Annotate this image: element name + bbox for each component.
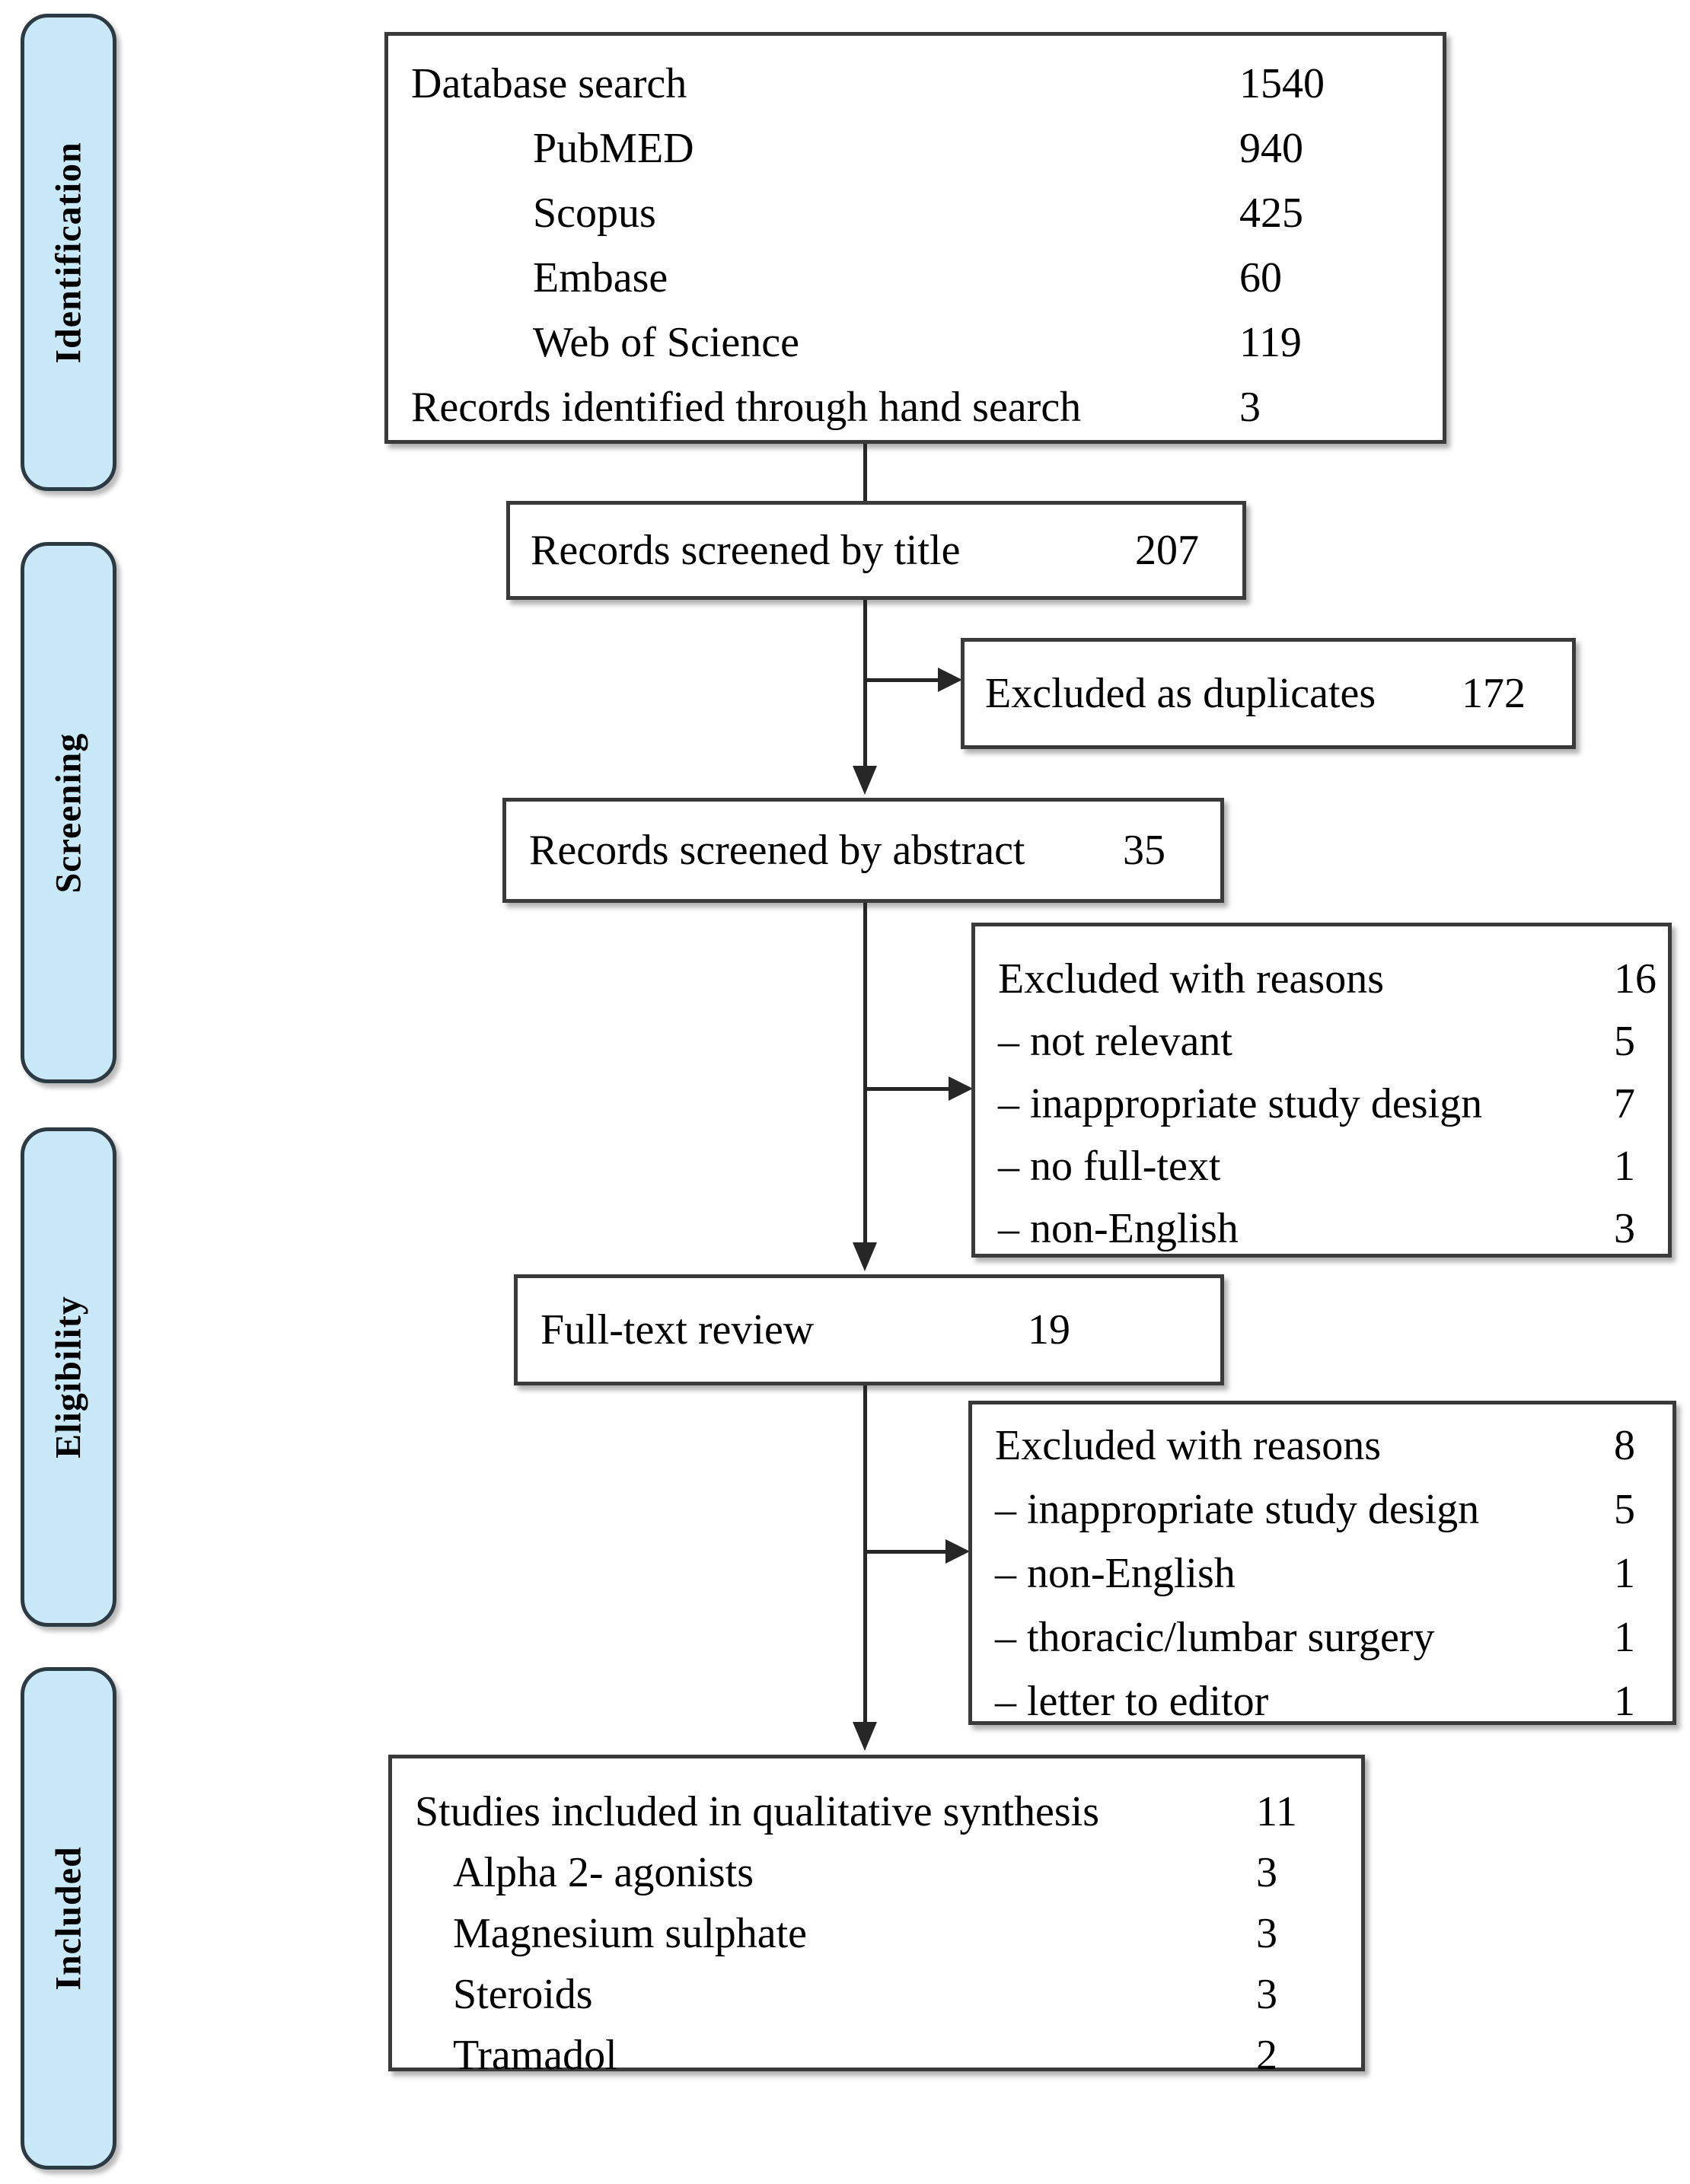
- row-value: 3: [1256, 1849, 1277, 1896]
- row-label: – not relevant: [998, 1018, 1232, 1065]
- box-excluded-with-reasons-fulltext: [968, 1401, 1676, 1725]
- branch-line-excluded-fulltext: [863, 1550, 945, 1554]
- arrowhead-right-duplicates-icon: [938, 668, 962, 692]
- stage-label-screening: Screening: [48, 732, 89, 893]
- connector-fulltext-to-included: [863, 1385, 867, 1723]
- flow-row: [392, 1781, 1361, 1842]
- row-label: Records screened by abstract: [529, 827, 1025, 874]
- box-full-text-review: [514, 1274, 1224, 1385]
- row-value: 172: [1462, 670, 1526, 717]
- row-label: Excluded as duplicates: [985, 670, 1376, 717]
- row-label: Studies included in qualitative synthesis: [415, 1788, 1100, 1835]
- flow-row: [975, 1135, 1668, 1197]
- row-value: 2: [1256, 2032, 1277, 2079]
- flow-row: [388, 375, 1443, 440]
- row-label: Magnesium sulphate: [453, 1910, 808, 1957]
- row-value: 5: [1614, 1018, 1635, 1065]
- row-label: Web of Science: [533, 319, 799, 366]
- row-label: – no full-text: [998, 1143, 1221, 1190]
- flow-row: [972, 1669, 1672, 1733]
- arrowhead-down-to-abstract-icon: [853, 766, 877, 795]
- flow-row: [392, 1842, 1361, 1903]
- box-database-search: [384, 32, 1446, 444]
- row-value: 207: [1135, 527, 1199, 574]
- row-value: 1: [1614, 1614, 1635, 1661]
- row-label: – thoracic/lumbar surgery: [995, 1614, 1435, 1661]
- row-value: 1: [1614, 1678, 1635, 1725]
- branch-line-excluded-abstract: [863, 1087, 949, 1091]
- row-label: – inappropriate study design: [995, 1486, 1480, 1533]
- flow-row: [388, 181, 1443, 246]
- flow-row: [972, 1605, 1672, 1669]
- row-label: Database search: [411, 60, 687, 107]
- stage-label-eligibility: Eligibility: [48, 1296, 89, 1459]
- connector-dbsearch-to-title: [863, 444, 867, 502]
- row-value: 3: [1239, 384, 1261, 431]
- row-label: – inappropriate study design: [998, 1080, 1483, 1127]
- row-value: 8: [1614, 1422, 1635, 1469]
- row-label: Embase: [533, 254, 668, 301]
- row-label: PubMED: [533, 125, 694, 172]
- row-label: Excluded with reasons: [995, 1422, 1381, 1469]
- connector-title-to-abstract: [863, 600, 867, 769]
- flow-row: [518, 1306, 1220, 1354]
- row-value: 7: [1614, 1080, 1635, 1127]
- row-value: 3: [1256, 1910, 1277, 1957]
- box-studies-included: [388, 1755, 1365, 2079]
- row-value: 1: [1614, 1143, 1635, 1190]
- branch-line-duplicates: [863, 678, 938, 682]
- stage-screening: [21, 542, 116, 1083]
- arrowhead-right-excluded-fulltext-icon: [945, 1539, 970, 1564]
- flow-row: [392, 1903, 1361, 1964]
- flow-row: [510, 526, 1242, 575]
- row-value: 5: [1614, 1486, 1635, 1533]
- row-label: Records identified through hand search: [411, 384, 1082, 431]
- row-label: – letter to editor: [995, 1678, 1269, 1725]
- flow-row: [506, 826, 1220, 875]
- row-value: 35: [1123, 827, 1165, 874]
- row-label: – non-English: [998, 1205, 1239, 1252]
- row-value: 425: [1239, 190, 1303, 237]
- row-label: Tramadol: [453, 2032, 617, 2079]
- flow-row: [972, 1542, 1672, 1605]
- flow-row: [388, 116, 1443, 181]
- row-label: Alpha 2- agonists: [453, 1849, 754, 1896]
- box-excluded-duplicates: [961, 638, 1576, 749]
- row-label: Steroids: [453, 1971, 593, 2018]
- flow-row: [972, 1478, 1672, 1542]
- row-value: 1540: [1239, 60, 1325, 107]
- row-value: 1: [1614, 1550, 1635, 1597]
- box-records-screened-by-abstract: [502, 798, 1224, 903]
- row-label: Scopus: [533, 190, 656, 237]
- arrowhead-down-to-included-icon: [853, 1722, 877, 1751]
- row-label: Excluded with reasons: [998, 955, 1384, 1003]
- row-value: 60: [1239, 254, 1282, 301]
- row-value: 940: [1239, 125, 1303, 172]
- flow-row: [975, 1010, 1668, 1073]
- row-label: Full-text review: [540, 1306, 815, 1353]
- row-value: 16: [1614, 955, 1657, 1003]
- flow-row: [388, 311, 1443, 375]
- flow-row: [975, 948, 1668, 1010]
- box-records-screened-by-title: [506, 501, 1246, 600]
- row-value: 11: [1256, 1788, 1297, 1835]
- flow-row: [392, 2025, 1361, 2086]
- flow-row: [972, 1414, 1672, 1478]
- row-value: 19: [1028, 1306, 1070, 1353]
- arrowhead-right-excluded-abstract-icon: [949, 1076, 973, 1101]
- connector-abstract-to-fulltext: [863, 903, 867, 1244]
- stage-identification: [21, 14, 116, 491]
- arrowhead-down-to-fulltext-icon: [853, 1242, 877, 1271]
- stage-label-included: Included: [48, 1846, 89, 1991]
- flow-row: [388, 52, 1443, 116]
- box-excluded-with-reasons-abstract: [971, 923, 1672, 1258]
- stage-label-identification: Identification: [48, 141, 89, 364]
- row-value: 3: [1614, 1205, 1635, 1252]
- stage-included: [21, 1667, 116, 2170]
- stage-eligibility: [21, 1127, 116, 1627]
- flow-row: [392, 1964, 1361, 2025]
- flow-row: [965, 669, 1572, 718]
- row-value: 3: [1256, 1971, 1277, 2018]
- row-label: Records screened by title: [531, 527, 961, 574]
- flow-row: [975, 1197, 1668, 1260]
- row-value: 119: [1239, 319, 1302, 366]
- row-label: – non-English: [995, 1550, 1236, 1597]
- flow-row: [975, 1073, 1668, 1135]
- flow-row: [388, 246, 1443, 311]
